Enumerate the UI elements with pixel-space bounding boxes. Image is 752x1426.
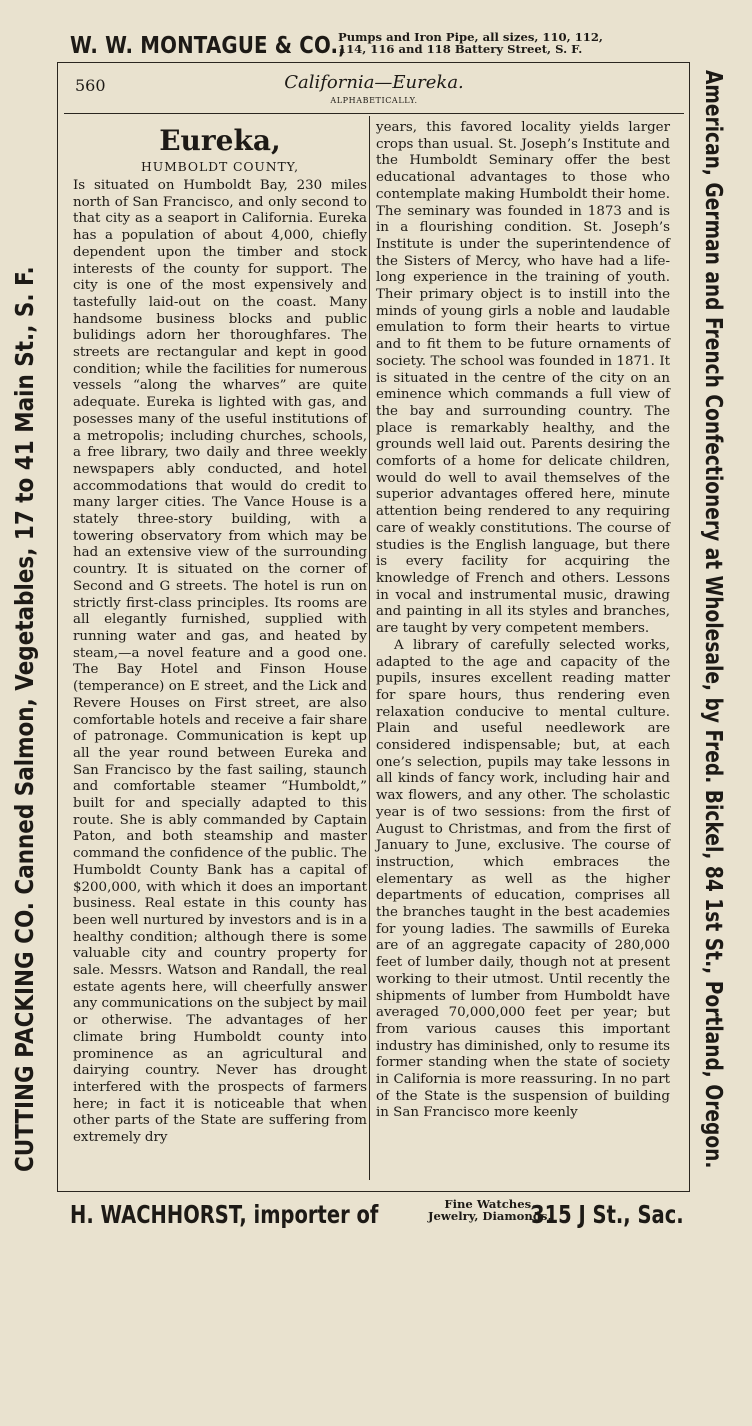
top-ad-line-1: Pumps and Iron Pipe, all sizes, 110, 112, [338,30,603,44]
right-column-paragraph-2: A library of carefully selected works, adapted to the age and capacity of the pupils, insures excellent reading matter for spare hours, thus rendering even relaxation conducive to mental culture. Plain and useful needlework are considered indispensable; but, at each one’s selection, pupils may take lessons in all kinds of fancy work, including hair and wax flowers, and any other. The scholastic year is of two sessions: from the first of August to Christmas, and from the first of January to June, exclusive. The course of instruction, which embraces the elementary as well as the higher departments of education, comprises all the branches taught in the best academies for young ladies. The sawmills of Eureka are of an aggregate capacity of 280,000 feet of lumber daily, though not at present working to their utmost. Until recently the shipments of lumber from Humboldt have averaged 70,000,000 feet per year; but from various causes this important industry has diminished, only to resume its former standing when the state of society in California is more reassuring. In no part of the State is the suspension of building in San Francisco more keenly [376,637,670,1121]
top-ad-company: W. W. MONTAGUE & CO., [70,33,346,59]
right-ad-text: American, German and French Confectionery at Wholesale, by Fred. Bickel, 84 1st St., Portland, Oregon. [700,70,726,1169]
bottom-ad-company: H. WACHHORST, importer of [70,1200,379,1229]
header-rule [64,113,684,114]
article-title: Eureka, [159,124,281,157]
bottom-ad-address: 315 J St., Sac. [531,1200,684,1229]
top-ad-details [338,31,603,55]
left-side-advertisement [2,72,48,1172]
article-county: HUMBOLDT COUNTY, [141,159,299,174]
right-side-advertisement [698,70,728,1170]
running-head: California—Eureka. [284,72,464,93]
page-number: 560 [75,76,106,95]
left-column-text: Is situated on Humboldt Bay, 230 miles north of San Francisco, and only second to that city as a seaport in California. Eureka has a population of about 4,000, chiefly dependent upon the timber and stock interests of the county for support. The city is one of the most expensively and tastefully laid-out on the coast. Many handsome business blocks and public bulidings adorn her thoroughfares. The streets are rectangular and kept in good condition; while the facilities for numerous vessels “along the wharves” are quite adequate. Eureka is lighted with gas, and posesses many of the useful institutions of a metropolis; including churches, schools, a free library, two daily and three weekly newspapers ably conducted, and hotel accommodations that would do credit to many larger cities. The Vance House is a stately three-story building, with a towering observatory from which may be had an extensive view of the surrounding country. It is situated on the corner of Second and G streets. The hotel is run on strictly first-class principles. Its rooms are all elegantly furnished, supplied with running water and gas, and heated by steam,—a novel feature and a good one. The Bay Hotel and Finson House (temperance) on E street, and the Lick and Revere Houses on First street, are also comfortable hotels and receive a fair share of patronage. Communication is kept up all the year round between Eureka and San Francisco by the fast sailing, staunch and comfortable steamer “Humboldt,” built for and specially adapted to this route. She is ably commanded by Captain Paton, and both steamship and master command the confidence of the public. The Humboldt County Bank has a capital of $200,000, with which it does an important business. Real estate in this county has been well nurtured by investors and is in a healthy condition; although there is some valuable city and country property for sale. Messrs. Watson and Randall, the real estate agents here, will cheerfully answer any communications on the subject by mail or otherwise. The advantages of her climate bring Humboldt county into prominence as an agricultural and dairying country. Never has drought interfered with the prospects of farmers here; in fact it is noticeable that when other parts of the State are suffering from extremely dry [73,178,367,1146]
bottom-advertisement [70,1196,684,1236]
bottom-ad-goods-line-2: Jewelry, Diamonds, [428,1209,552,1223]
right-column [376,120,670,1122]
left-column [73,120,367,1147]
column-rule [369,116,370,1180]
top-advertisement [70,28,680,64]
top-ad-line-2: 114, 116 and 118 Battery Street, S. F. [338,42,583,56]
bottom-ad-goods-line-1: Fine Watches, [444,1197,536,1211]
subhead: ALPHABETICALLY. [330,96,418,105]
right-column-paragraph-1: years, this favored locality yields larger crops than usual. St. Joseph’s Institute and the Humboldt Seminary offer the best educational advantages to those who contemplate making Humboldt their home. The seminary was founded in 1873 and is in a flourishing condition. St. Joseph’s Institute is under the superintendence of the Sisters of Mercy, who have had a life-long experience in the training of youth. Their primary object is to instill into the minds of young girls a noble and laudable emulation to form their hearts to virtue and to fit them to be future ornaments of society. The school was founded in 1871. It is situated in the centre of the city on an eminence which commands a full view of the bay and surrounding country. The place is remarkably healthy, and the grounds well laid out. Parents desiring the comforts of a home for delicate children, would do well to avail themselves of the superior advantages offered here, minute attention being rendered to any requiring care of weakly constitutions. The course of studies is the English language, but there is every facility for acquiring the knowledge of French and others. Lessons in vocal and instrumental music, drawing and painting in all its styles and branches, are taught by very competent members. [376,120,670,637]
left-ad-text: CUTTING PACKING CO. Canned Salmon, Vegetables, 17 to 41 Main St., S. F. [10,266,39,1172]
